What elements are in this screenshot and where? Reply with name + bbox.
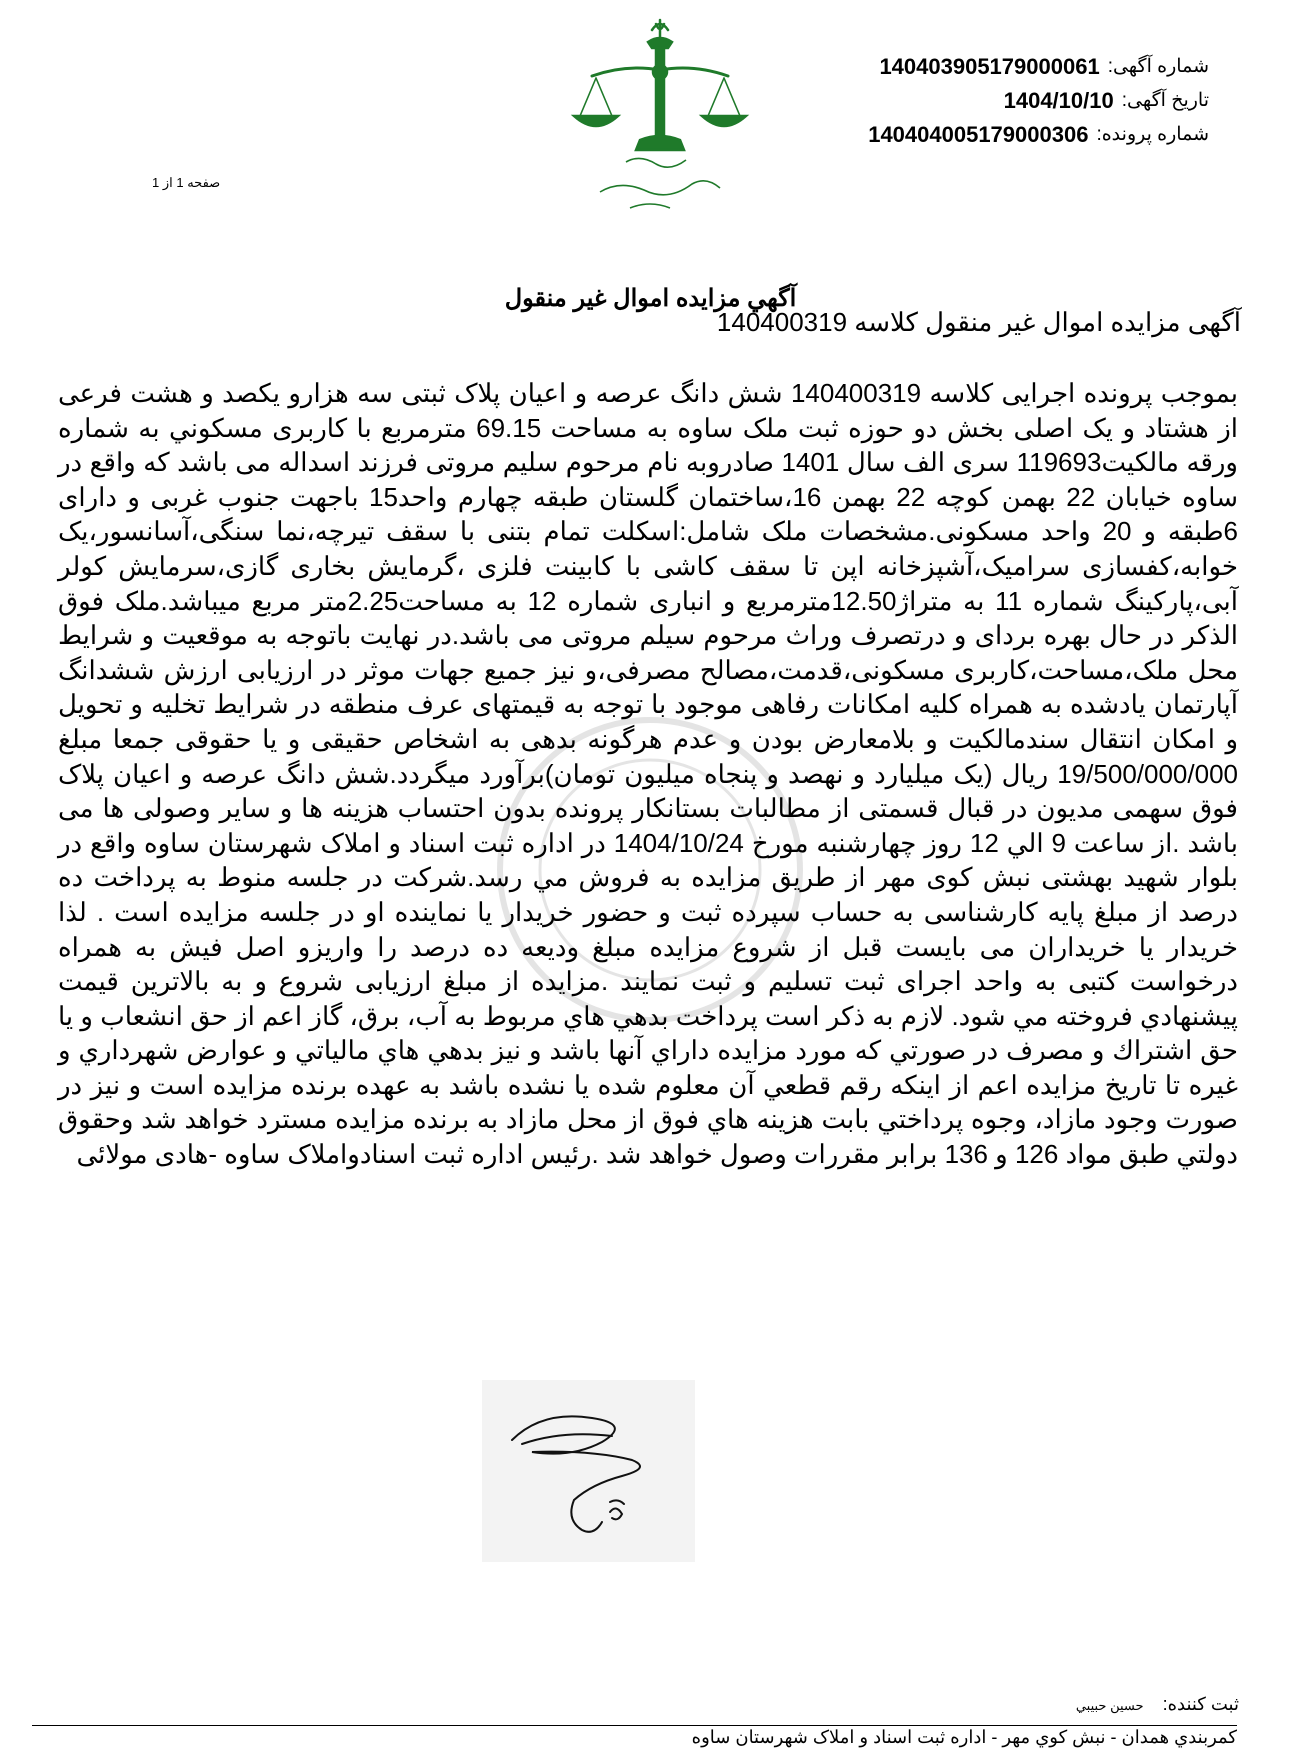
document-subtitle: آگهی مزایده اموال غیر منقول کلاسه 140400319: [716, 307, 1241, 337]
notice-metadata: [689, 50, 1209, 152]
notice-date-label: تاریخ آگهی:: [1121, 90, 1209, 111]
notice-date-row: [689, 84, 1209, 118]
file-number-row: [689, 118, 1209, 152]
notice-number: 140403905179000061: [879, 54, 1100, 79]
document-title: آگهي مزايده اموال غير منقول: [504, 285, 797, 313]
notice-number-row: [689, 50, 1209, 84]
file-number: 140404005179000306: [868, 122, 1089, 147]
page-number: صفحه 1 از 1: [152, 175, 221, 190]
footer-divider: [32, 1725, 1237, 1726]
registrar-label: ثبت کننده:: [1162, 1694, 1239, 1714]
registrar-name: حسين حبيبي: [1075, 1698, 1144, 1713]
notice-body: بموجب پرونده اجرایی کلاسه 140400319 شش دانگ عرصه و اعیان پلاک ثبتی سه هزارو یکصد و هشت فرعی از هشتاد و یک اصلی بخش دو حوزه ثبت ملک ساوه به مساحت 69.15 مترمربع با کاربری مسکوني به شماره ورقه مالکیت119693 سری الف سال 1401 صادروبه نام مرحوم سلیم مروتی فرزند اسداله می باشد که واقع در ساوه خیابان 22 بهمن کوچه 22 بهمن 16،ساختمان گلستان طبقه چهارم واحد15 باجهت جنوب غربی و دارای 6طبقه و 20 واحد مسکونی.مشخصات ملک شامل:اسکلت تمام بتنی با سقف تیرچه،نما سنگی،آسانسور،یک خوابه،کفسازی سرامیک،آشپزخانه اپن تا سقف کاشی با کابینت فلزی ،گرمایش بخاری گازی،سرمایش کولر آبی،پارکینگ شماره 11 به متراژ12.50مترمربع و انباری شماره 12 به مساحت2.25متر مربع میباشد.ملک فوق الذکر در حال بهره بردای و درتصرف وراث مرحوم سیلم مروتی می باشد.در نهایت باتوجه به موقعیت و شرایط محل ملک،مساحت،کاربری مسکونی،قدمت،مصالح مصرفی،و نیز جمیع جهات موثر در ارزیابی ارزش ششدانگ آپارتمان یادشده به همراه کلیه امکانات رفاهی موجود با توجه به قیمتهای عرف منطقه در شرایط تخلیه و تحویل و امکان انتقال سندمالکیت و بلامعارض بودن و عدم هرگونه بدهی به اشخاص حقیقی و یا حقوقی جمعا مبلغ 19/500/000/000 ریال (یک میلیارد و نهصد و پنجاه میلیون تومان)برآورد میگردد.شش دانگ عرصه و اعیان پلاک فوق سهمی مدیون در قبال قسمتی از مطالبات بستانکار پرونده بدون احتساب هزینه ها و سایر وصولی ها می باشد .از ساعت 9 الي 12 روز چهارشنبه مورخ 1404/10/24 در اداره ثبت اسناد و املاک شهرستان ساوه واقع در بلوار شهید بهشتی نبش کوی مهر از طريق مزايده به فروش مي رسد.شرکت در جلسه منوط به پرداخت ده درصد از مبلغ پایه کارشناسی به حساب سپرده ثبت و حضور خریدار یا نماینده او در جلسه مزایده است . لذا خریدار یا خریداران می بایست قبل از شروع مزایده مبلغ ودیعه ده درصد را واریزو اصل فیش به همراه درخواست کتبی به واحد اجرای ثبت تسلیم و ثبت نمایند .مزایده از مبلغ ارزیابی شروع و به بالاترین قیمت پیشنهادي فروخته مي شود. لازم به ذکر است پرداخت بدهي هاي مربوط به آب، برق، گاز اعم از حق انشعاب و یا حق اشتراك و مصرف در صورتي که مورد مزایده داراي آنها باشد و نیز بدهي هاي مالیاتي و عوارض شهرداري و غیره تا تاریخ مزایده اعم از اینکه رقم قطعي آن معلوم شده یا نشده باشد به عهده برنده مزایده است و نیز در صورت وجود مازاد، وجوه پرداختي بابت هزینه هاي فوق از محل مازاد به برنده مزایده مسترد خواهد شد وحقوق دولتي طبق مواد 126 و 136 برابر مقررات وصول خواهد شد .رئیس اداره ثبت اسنادواملاک ساوه -هادی مولائی: [58, 378, 1239, 1170]
footer-address: کمربندي همدان - نبش کوي مهر - اداره ثبت اسناد و املاک شهرستان ساوه: [691, 1727, 1237, 1747]
signature: [482, 1380, 695, 1562]
notice-date: 1404/10/10: [1003, 88, 1114, 113]
file-number-label: شماره پرونده:: [1096, 124, 1209, 145]
signature-icon: [482, 1380, 695, 1562]
notice-number-label: شماره آگهی:: [1107, 56, 1209, 77]
registrar: [1076, 1694, 1239, 1715]
